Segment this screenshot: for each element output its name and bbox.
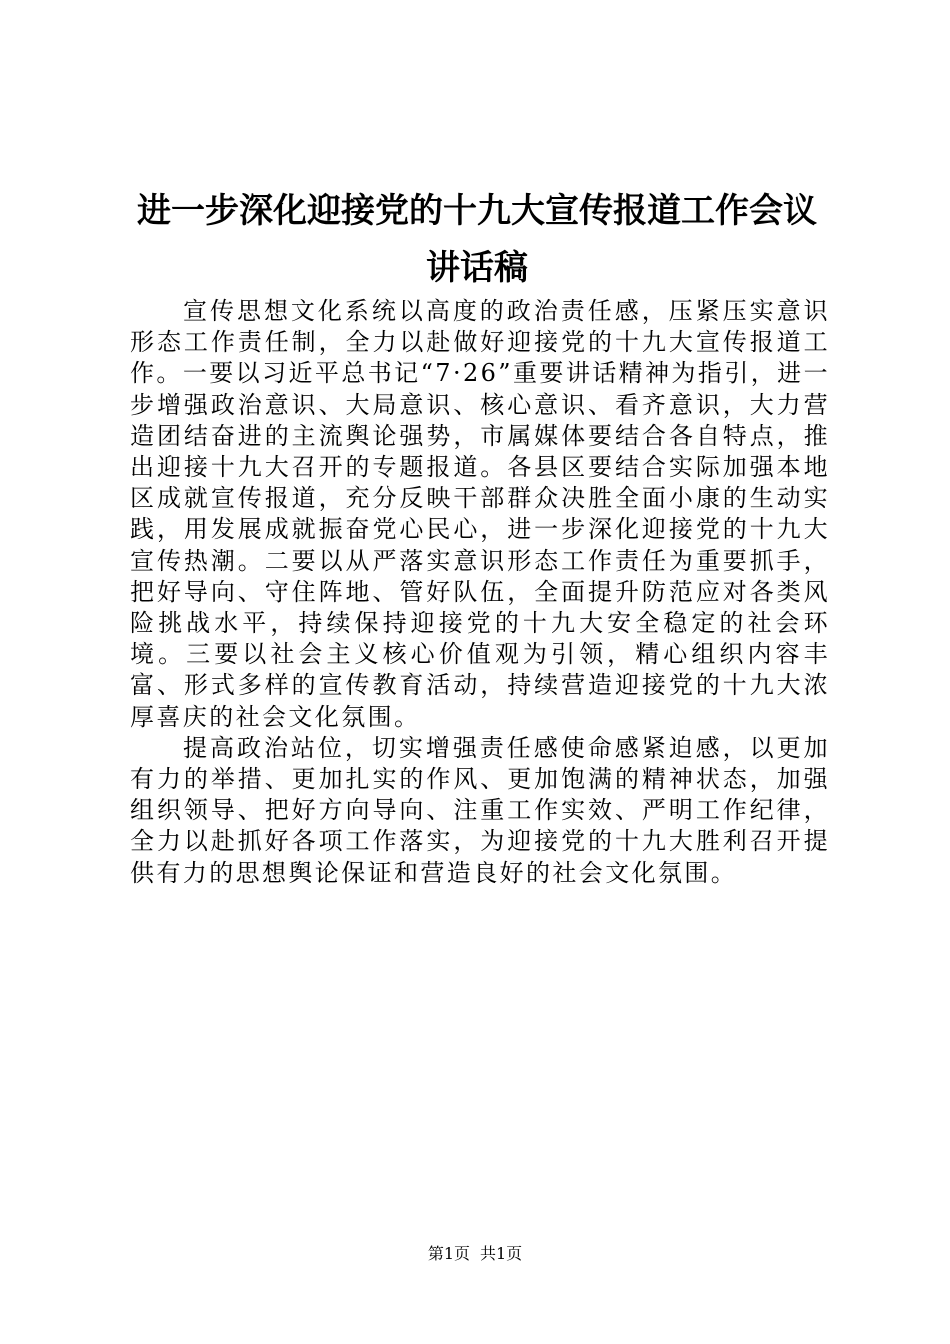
title-line-1: 进一步深化迎接党的十九大宣传报道工作会议	[137, 191, 817, 231]
document-title	[120, 183, 834, 297]
document-body	[130, 296, 830, 889]
paragraph-1: 宣传思想文化系统以高度的政治责任感，压紧压实意识形态工作责任制，全力以赴做好迎接党的十九大宣传报道工作。一要以习近平总书记“7·26”重要讲话精神为指引，进一步增强政治意识、大局意识、核心意识、看齐意识，大力营造团结奋进的主流舆论强势，市属媒体要结合各自特点，推出迎接十九大召开的专题报道。各县区要结合实际加强本地区成就宣传报道，充分反映干部群众决胜全面小康的生动实践，用发展成就振奋党心民心，进一步深化迎接党的十九大宣传热潮。二要以从严落实意识形态工作责任为重要抓手，把好导向、守住阵地、管好队伍，全面提升防范应对各类风险挑战水平，持续保持迎接党的十九大安全稳定的社会环境。三要以社会主义核心价值观为引领，精心组织内容丰富、形式多样的宣传教育活动，持续营造迎接党的十九大浓厚喜庆的社会文化氛围。	[130, 297, 830, 731]
page-number: 第1页	[427, 1244, 470, 1263]
title-line-2: 讲话稿	[426, 248, 528, 288]
page-total: 共1页	[480, 1244, 523, 1263]
page-footer	[0, 1244, 950, 1264]
paragraph-2: 提高政治站位，切实增强责任感使命感紧迫感，以更加有力的举措、更加扎实的作风、更加饱满的精神状态，加强组织领导、把好方向导向、注重工作实效、严明工作纪律，全力以赴抓好各项工作落实，为迎接党的十九大胜利召开提供有力的思想舆论保证和营造良好的社会文化氛围。	[130, 733, 830, 887]
